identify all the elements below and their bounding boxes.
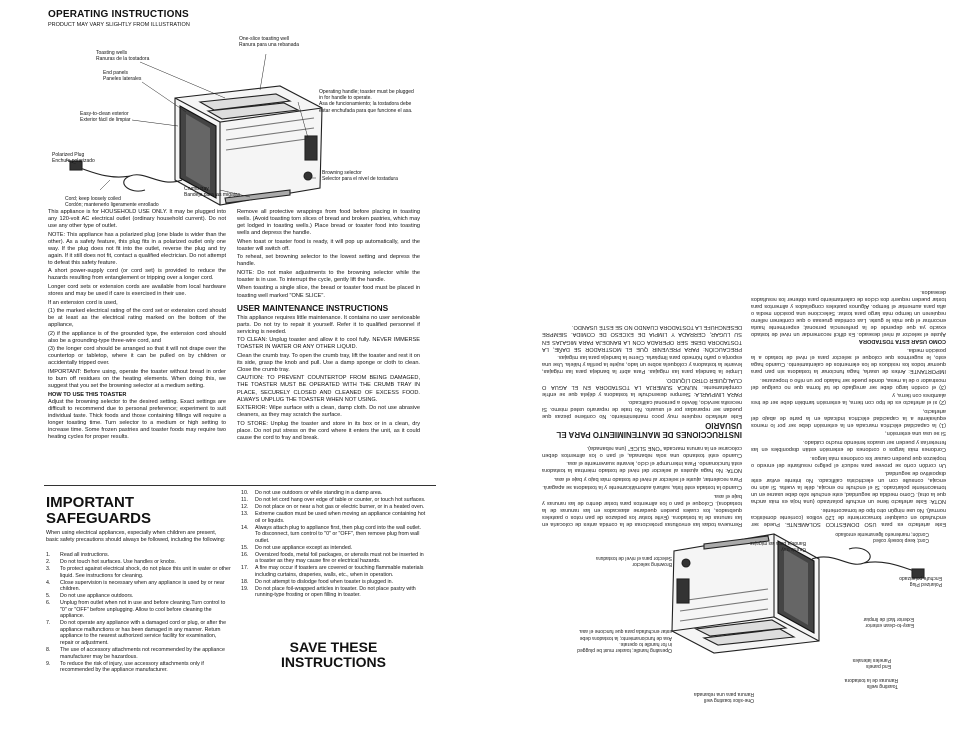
safeguard-item <box>46 600 231 620</box>
spanish-column-1: Este artefacto es para USO DOMÉSTICO SOLAMENTE. Puede ser enchufado en cualquier tomacorriente de 120 voltios (corriente doméstica normal). No use ningún otro tipo de tomacorriente. NOTA: Este artefacto tiene un enchufe polarizado (una hoja es más ancha que la otra). Como medida de seguridad, este enchufe sólo debe usarse en un tomacorriente polarizado. Si el enchufe no encaja, déle la vuelta. Si aún no encaja, consulte con un electricista calificado. No intente evitar este dispositivo de seguridad. Un cordón corto se provee para reducir el peligro resultante del enredo o tropiezos que pueden causar los cordones más largos. Cordones más largos o cordones de extensión están disponibles en las ferreterías y pueden ser usados teniendo mucho cuidado. Si se usa una extensión, (1) la capacidad eléctrica marcada en la extensión debe ser por lo menos equivalente a la capacidad eléctrica indicada en la parte de abajo del artefacto, (2) si el artefacto es de tipo con tierra, la extensión también debe ser de tres alambres con tierra, y (3) el cordón largo debe ser arreglado de tal forma que no cuelgue del mostrador o de la mesa, donde puede ser halado por un niño o tropezarse. IMPORTANTE: Antes de usarla, haga funcionar la tostadora sin pan para quemar todos los residuos de los elementos de calentamiento. Cuando haga esto, le sugerimos que coloque el selector para el nivel de tostado a la posición media. COMO USAR ESTA TOSTADORA Ajuste el selector al nivel deseado. Es difícil recomendar un nivel de tostado exacto ya que depende de la preferencia personal; experimente hasta encontrar el que más le guste. Las comidas gruesas o que contienen relleno requieren un tiempo más largo para tostar. Seleccione una posición media o alta para aumentar el tiempo. Algunos pasteles congelados y alimentos para tostar pueden requerir dos ciclos de calentamiento para obtener los resultados deseados. <box>751 289 946 527</box>
safeguard-item <box>46 661 231 674</box>
english-column-2: Remove all protective wrappings from food before placing in toasting wells. (Avoid toasting torn slices of bread and broken pastries, which may get lodged in toasting wells.) Place bread or toaster food into toasting wells and depress the handle. When toast or toaster food is ready, it will pop up automatically, and the toaster will switch off. To reheat, set browning selector to the lowest setting and depress the handle. NOTE: Do not make adjustments to the browning selector while the toaster is in use. To interrupt the cycle, gently lift the handle. When toasting a single slice, the bread or toaster food must be placed in toasting well marked "ONE SLICE". USER MAINTENANCE INSTRUCTIONS This appliance requires little maintenance. It contains no user serviceable parts. Do not try to repair it yourself. Refer it to qualified personnel if servicing is needed. TO CLEAN: Unplug toaster and allow it to cool fully. NEVER IMMERSE TOASTER IN WATER OR ANY OTHER LIQUID. Clean the crumb tray. To open the crumb tray, lift the toaster and rest it on its side, grasp the knob and pull. Use a damp sponge or cloth to clean. Close the crumb tray. CAUTION: TO PREVENT COUNTERTOP FROM BEING DAMAGED, THE TOASTER MUST BE OPERATED WITH THE CRUMB TRAY IN PLACE, SECURELY CLOSED AND CLEANED OF EXCESS FOOD. ALWAYS UNPLUG THE TOASTER WHEN NOT USING. EXTERIOR: Wipe surface with a clean, damp cloth. Do not use abrasive cleaners, as they may scratch the surface. TO STORE: Unplug the toaster and store in its box or in a clean, dry place. Do not put stress on the cord where it enters the unit, as it could cause the cord to fray and break. <box>237 209 420 441</box>
safeguard-text: A fire may occur if toasters are covered or touching flammable materials including curtains, draperies, walls, etc., when in operation. <box>255 565 424 578</box>
safeguard-number: 18. <box>241 578 249 585</box>
save-these-instructions: SAVE THESE INSTRUCTIONS <box>281 639 386 670</box>
safeguard-text: Do not attempt to dislodge food when toaster is plugged in. <box>255 578 394 585</box>
safeguard-item <box>241 504 427 511</box>
safeguard-item <box>46 580 231 593</box>
toaster-illustration <box>50 40 370 210</box>
label-toasting-wells: Toasting wells Ranuras de la tostadora <box>96 50 150 63</box>
es-label-end-panels: End panels Paneles laterales <box>852 656 891 669</box>
safeguard-text: Oversized foods, metal foil packages, or utensils must not be inserted in a toaster as they may cause fire or electrical hazards. <box>255 551 424 565</box>
safeguard-item <box>46 566 231 579</box>
safeguard-text: Do not place foil-wrapped articles in toaster. Do not place pastry with running-type frosting or open filling in toaster. <box>255 585 416 599</box>
safeguard-number: 5. <box>46 593 51 600</box>
safeguard-number: 7. <box>46 620 51 627</box>
label-browning-selector: Browning selector Selector para el nivel de tostadura <box>322 170 398 183</box>
label-crumb-tray: Crumb tray Bandeja para las migajas <box>184 186 241 199</box>
safeguard-item <box>241 545 427 552</box>
es-label-one-slice: One-slice toasting well Ranura para una rebanada <box>693 690 754 703</box>
safeguard-text: Do not place on or near a hot gas or electric burner, or in a heated oven. <box>255 503 425 510</box>
safeguard-text: Always attach plug to appliance first, then plug cord into the wall outlet. To disconnect, turn control to "0" or "OFF", then remove plug from wall outlet. <box>255 524 422 544</box>
label-cord: Cord; keep loosely coiled Cordón; mantenerlo ligeramente enrollado <box>65 196 159 209</box>
safeguard-number: 1. <box>46 552 51 558</box>
safeguards-intro: When using electrical appliances, especially when children are present, basic safety precautions should always be followed, including the following: <box>46 530 226 543</box>
toaster-illustration-spanish <box>624 529 944 699</box>
operating-instructions-subtitle: PRODUCT MAY VARY SLIGHTLY FROM ILLUSTRATION <box>48 22 190 28</box>
safeguard-number: 12. <box>241 503 249 510</box>
safeguard-number: 4. <box>46 579 51 586</box>
safeguard-item <box>241 490 427 497</box>
label-polarized-plug: Polarized Plug Enchufe polarizado <box>52 152 95 165</box>
label-end-panels: End panels Paneles laterales <box>103 70 142 83</box>
es-label-handle: Operating handle; toaster must be plugged in for handle to operate. Asa de funcionamiento; la tostadora debe estar enchufada para que funcione el asa. <box>577 628 672 653</box>
safeguard-number: 2. <box>46 558 51 565</box>
safeguard-text: Unplug from outlet when not in use and before cleaning.Turn control to "0" or "OFF" before unplugging. Allow to cool before cleaning the appliance. <box>60 600 226 620</box>
operating-instructions-title: OPERATING INSTRUCTIONS <box>48 9 189 20</box>
es-maintenance-heading: INSTRUCCIONES DE MANTENIMIENTO PARA EL USUARIO <box>556 421 742 440</box>
safeguard-number: 13. <box>241 510 249 517</box>
safeguard-number: 6. <box>46 600 51 607</box>
safeguard-number: 14. <box>241 524 249 531</box>
safeguard-item <box>241 497 427 504</box>
safeguard-item <box>46 593 231 600</box>
es-label-crumb-tray: Crumb tray Bandeja para las migajas <box>749 539 806 552</box>
es-label-cord: Cord; keep loosely coiled Cordón; mantenerlo ligeramente enrollado <box>835 530 929 543</box>
safeguard-item <box>241 586 427 599</box>
safeguard-item <box>46 559 231 566</box>
safeguard-text: Do not touch hot surfaces. Use handles or knobs. <box>60 558 177 565</box>
safeguard-text: To protect against electrical shock, do not place this unit in water or other liquid. See instructions for cleaning. <box>60 565 231 579</box>
label-one-slice: One-slice toasting well Ranura para una rebanada <box>239 36 300 49</box>
safeguard-item <box>241 565 427 578</box>
safeguard-text: Read all instructions. <box>60 552 110 558</box>
es-label-exterior: Easy-to-clean exterior Exterior fácil de limpiar <box>863 615 914 628</box>
safeguard-text: Do not use appliance outdoors. <box>60 593 134 600</box>
safeguard-number: 17. <box>241 565 249 572</box>
safeguard-text: Do not let cord hang over edge of table or counter, or touch hot surfaces. <box>255 496 426 503</box>
safeguard-text: Close supervision is necessary when any appliance is used by or near children. <box>60 579 225 593</box>
english-column-1: This appliance is for HOUSEHOLD USE ONLY. It may be plugged into any 120-volt AC electrical outlet (ordinary household current). Do not use any other type of outlet. NOTE: This appliance has a polarized plug (one blade is wider than the other). As a safety feature, this plug fits in a polarized outlet only one way. If the plug does not fit into the outlet, reverse the plug and try again. If it still does not fit, contact a qualified electrician. Do not attempt to defeat this safety feature. A short power-supply cord (or cord set) is provided to reduce the hazards resulting from entanglement or tripping over a longer cord. Longer cord sets or extension cords are available from local hardware stores and may be used if care is exercised in their use. If an extension cord is used, (1) the marked electrical rating of the cord set or extension cord should be at least as the electrical rating marked on the bottom of the appliance, (2) if the appliance is of the grounded type, the extension cord should also be a grounding-type three-wire cord, and (3) the longer cord should be arranged so that it will not drape over the countertop or tabletop, where it can be pulled on by children or accidentally tripped over. IMPORTANT: Before using, operate the toaster without bread in order to burn off residues on the heating elements. When doing this, we suggest that you set the browning selector at a medium setting. HOW TO USE THIS TOASTER Adjust the browning selector to the desired setting. Exact settings are difficult to recommend due to personal preference; experiment to suit individual taste. Thick foods and those containing fillings will require a longer toasting time. Turn selector to a medium or high setting to increase time. Some frozen pastries and toaster foods may require two heating cycles for proper results. <box>48 209 226 440</box>
es-label-toasting-wells: Toasting wells Ranuras de la tostadora <box>844 676 898 689</box>
safeguard-number: 11. <box>241 496 248 503</box>
safeguard-item <box>46 647 231 660</box>
safeguard-number: 15. <box>241 544 249 551</box>
es-label-browning-selector: Browning selector Selector para el nivel de tostadura <box>596 554 672 567</box>
safeguard-number: 8. <box>46 647 51 654</box>
safeguard-text: Do not use outdoors or while standing in a damp area. <box>255 490 383 496</box>
spanish-column-2: Remueva todas las envolturas protectoras de la comida antes de colocarla en las ranuras de la tostadora. (Evite tostar los pedazos de pan rotos o pasteles quebrados, los cuales pueden quedarse atascados en las ranuras de la tostadora). Coloque el pan o los alimentos para tostar dentro de las ranuras y baje el asa. Cuando la tostada esté lista, saltará automáticamente y la tostadora se apagará. Para recalentar, ajuste el selector al nivel de tostado más bajo y baje el asa. NOTA: No haga ajustes al selector del nivel de tostado mientras la tostadora está funcionando. Para interrumpir el ciclo, levante suavemente el asa. Cuando esté tostando una sola rebanada, el pan o los alimentos deben colocarse en la ranura marcada "ONE SLICE" (una rebanada). INSTRUCCIONES DE MANTENIMIENTO PARA EL USUARIO Este artefacto requiere muy poco mantenimiento. No contiene piezas que puedan ser reparadas por el usuario. No trate de repararlo usted mismo. Si necesita servicio, llévelo a personal calificado. PARA LIMPIARLA: Siempre desenchufe la tostadora y déjela que se enfríe completamente. NUNCA SUMERJA LA TOSTADORA EN EL AGUA O CUALQUIER OTRO LÍQUIDO. Limpie la bandeja para las migajas. Para abrir la bandeja para las migajas, levante la tostadora y colóquela sobre un lado, sujete la perilla y hálela. Use una esponja o paño húmedo para limpiarla. Cierre la bandeja para las migajas. PRECAUCIÓN: PARA PREVENIR QUE EL MOSTRADOR SE DAÑE, LA TOSTADORA DEBE SER OPERADA CON LA BANDEJA PARA MIGAJAS EN SU LUGAR, CERRADA Y LIMPIA DE EXCESO DE COMIDA. SIEMPRE DESENCHUFE LA TOSTADORA CUANDO NO SE ESTÉ USANDO. <box>542 324 742 527</box>
safeguard-item <box>241 525 427 545</box>
safeguard-text: To reduce the risk of injury, use accessory attachments only if recommended by the appliance manufacturer. <box>60 660 204 674</box>
safeguards-list-1 <box>46 552 231 674</box>
safeguard-number: 19. <box>241 585 249 592</box>
safeguard-text: The use of accessory attachments not recommended by the appliance manufacturer may be hazardous. <box>60 647 225 660</box>
spanish-panel-rotated <box>478 0 954 737</box>
safeguard-text: Extreme caution must be used when moving an appliance containing hot oil or liquids. <box>255 510 426 524</box>
safeguards-list-2 <box>241 490 427 599</box>
how-to-use-heading: HOW TO USE THIS TOASTER <box>48 391 127 398</box>
safeguard-number: 9. <box>46 660 51 667</box>
safeguard-number: 10. <box>241 490 249 496</box>
section-divider <box>44 485 436 486</box>
safeguard-item <box>46 552 231 559</box>
safeguard-number: 3. <box>46 565 51 572</box>
safeguard-item <box>241 579 427 586</box>
es-label-polarized-plug: Polarized Plug Enchufe polarizado <box>899 574 942 587</box>
safeguard-text: Do not use appliance except as intended. <box>255 544 353 551</box>
safeguard-number: 16. <box>241 551 249 558</box>
safeguard-item <box>46 620 231 646</box>
safeguard-item <box>241 511 427 524</box>
label-handle: Operating handle; toaster must be plugged in for handle to operate. Asa de funcionamiento; la tostadora debe estar enchufada para que funcione el asa. <box>319 89 414 114</box>
safeguard-text: Do not operate any appliance with a damaged cord or plug, or after the appliance malfunctions or has been damaged in any manner. Return appliance to the nearest authorized service facility for examination, repair or adjustment. <box>60 620 227 647</box>
important-safeguards-title: IMPORTANT SAFEGUARDS <box>46 494 152 527</box>
label-exterior: Easy-to-clean exterior Exterior fácil de limpiar <box>80 111 131 124</box>
maintenance-heading: USER MAINTENANCE INSTRUCTIONS <box>237 302 389 313</box>
safeguard-item <box>241 552 427 565</box>
